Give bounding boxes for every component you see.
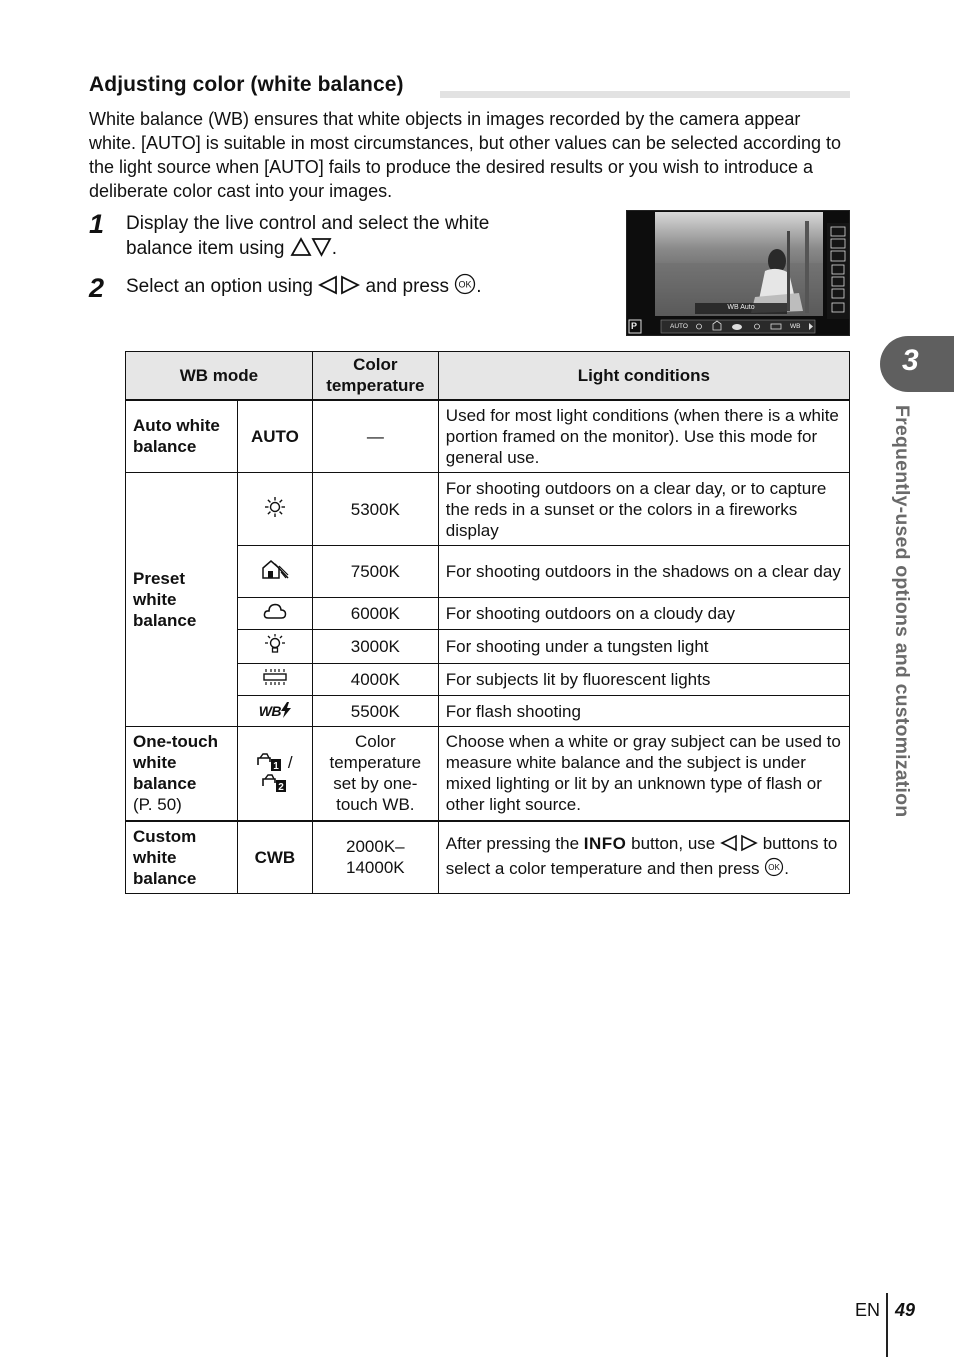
- shade-symbol-cell: [237, 546, 312, 598]
- tungsten-temp-cell: 3000K: [312, 630, 438, 664]
- footer-language: EN: [855, 1300, 881, 1320]
- cloudy-icon: [263, 606, 287, 625]
- step-1-text-end: .: [331, 238, 337, 259]
- custom-light-cell: [438, 821, 849, 894]
- step-2-text-mid: and press: [365, 276, 449, 297]
- step-2-text-main: Select an option using: [126, 276, 313, 297]
- custom-light-text-b: button, use: [631, 833, 716, 853]
- sunny-symbol-cell: [237, 473, 312, 546]
- onetouch-symbol-cell: [237, 727, 312, 821]
- onetouch-mode-label: One-touch white balance: [133, 732, 218, 794]
- section-title: Adjusting color (white balance): [89, 73, 404, 96]
- step-2-text-end: .: [476, 276, 482, 297]
- camera-lcd-screenshot: [626, 210, 850, 336]
- custom-light-text-d: .: [784, 858, 789, 878]
- shade-light-cell: For shooting outdoors in the shadows on a clear day: [438, 546, 849, 598]
- table-row-onetouch: [126, 727, 850, 821]
- page-number: 49: [895, 1300, 916, 1320]
- onetouch-mode-cell: [126, 727, 238, 821]
- preset-mode-cell: Preset white balance: [126, 473, 238, 727]
- tungsten-light-cell: For shooting under a tungsten light: [438, 630, 849, 664]
- auto-symbol-cell: AUTO: [237, 400, 312, 473]
- flash-temp-cell: 5500K: [312, 696, 438, 727]
- auto-mode-cell: Auto white balance: [126, 400, 238, 473]
- header-light-conditions: Light conditions: [438, 352, 849, 400]
- intro-paragraph: White balance (WB) ensures that white objects in images recorded by the camera appear white. [AUTO] is suitable in most circumstances, but other values can be selected according to the light source when [AUTO] fails to produce the desired results or you wish to introduce a deliberate color cast into your images.: [89, 109, 842, 201]
- svg-text:OK: OK: [458, 279, 472, 290]
- lcd-wb-auto-option: AUTO: [670, 323, 688, 330]
- lcd-wb-flash-option: WB: [790, 323, 801, 330]
- flash-light-cell: For flash shooting: [438, 696, 849, 727]
- flash-symbol-cell: [237, 696, 312, 727]
- up-down-arrows-icon: [290, 237, 332, 264]
- onetouch-temp-cell: Color temperature set by one-touch WB.: [312, 727, 438, 821]
- fluorescent-symbol-cell: [237, 664, 312, 696]
- svg-text:2: 2: [278, 782, 284, 794]
- step-1-number: 1: [89, 209, 105, 239]
- custom-mode-cell: Custom white balance: [126, 821, 238, 894]
- info-button-label: INFO: [583, 833, 627, 853]
- sunny-temp-cell: 5300K: [312, 473, 438, 546]
- chapter-number: 3: [902, 344, 919, 377]
- svg-text:1: 1: [273, 761, 279, 773]
- table-row-custom: [126, 821, 850, 894]
- onetouch-light-cell: Choose when a white or gray subject can be used to measure white balance and the subject is under mixed lighting or lit by an unknown type of flash or other light source.: [438, 727, 849, 821]
- table-row-sunny: [126, 473, 850, 546]
- lcd-mode-indicator: P: [631, 321, 638, 331]
- step-2-number: 2: [89, 273, 105, 303]
- sunny-icon: [264, 503, 286, 522]
- custom-symbol-cell: CWB: [237, 821, 312, 894]
- lcd-caption: WB Auto: [727, 304, 755, 311]
- title-rule: [440, 91, 850, 98]
- custom-light-text-a: After pressing the: [445, 833, 580, 853]
- footer-divider: [886, 1293, 888, 1357]
- tungsten-symbol-cell: [237, 630, 312, 664]
- table-header-row: [126, 352, 850, 400]
- cloudy-temp-cell: 6000K: [312, 598, 438, 630]
- onetouch-page-ref: (P. 50): [133, 795, 182, 815]
- sunny-light-cell: For shooting outdoors on a clear day, or to capture the reds in a sunset or the colors in a fireworks display: [438, 473, 849, 546]
- ok-button-icon: [454, 273, 476, 302]
- shade-temp-cell: 7500K: [312, 546, 438, 598]
- fluorescent-icon: [262, 672, 288, 691]
- fluorescent-temp-cell: 4000K: [312, 664, 438, 696]
- onetouch-wb1-icon: [257, 753, 288, 772]
- custom-temp-cell: 2000K– 14000K: [312, 821, 438, 894]
- onetouch-wb2-icon: [262, 774, 288, 793]
- left-right-arrows-icon: [318, 275, 360, 302]
- header-color-temperature: Color temperature: [312, 352, 438, 400]
- auto-light-cell: Used for most light conditions (when there is a white portion framed on the monitor). Use this mode for general use.: [438, 400, 849, 473]
- wb-flash-icon: [259, 701, 291, 720]
- left-right-arrows-icon: [720, 834, 758, 857]
- cloudy-light-cell: For shooting outdoors on a cloudy day: [438, 598, 849, 630]
- fluorescent-light-cell: For subjects lit by fluorescent lights: [438, 664, 849, 696]
- white-balance-table: [125, 351, 850, 894]
- svg-text:OK: OK: [768, 862, 781, 872]
- step-1-text: [126, 211, 546, 264]
- chapter-side-title: Frequently-used options and customization: [891, 405, 913, 818]
- header-wb-mode: WB mode: [126, 352, 313, 400]
- onetouch-separator: /: [287, 753, 293, 773]
- cloudy-symbol-cell: [237, 598, 312, 630]
- step-1-text-main: Display the live control and select the white balance item using: [126, 213, 490, 259]
- table-row-auto: [126, 400, 850, 473]
- flash-wb-label: WB: [258, 703, 282, 719]
- custom-light-text-c: buttons to select a color temperature and then press: [445, 833, 838, 878]
- auto-temp-cell: —: [312, 400, 438, 473]
- tungsten-bulb-icon: [263, 640, 287, 659]
- step-2-text: [126, 273, 566, 302]
- ok-button-icon: [764, 857, 784, 882]
- shade-icon: [260, 565, 290, 584]
